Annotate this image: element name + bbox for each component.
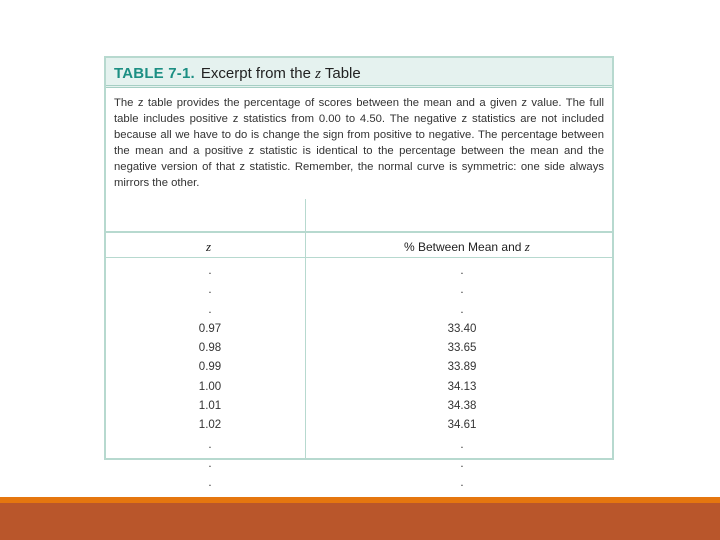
cell-z: . xyxy=(208,284,212,297)
table-row xyxy=(106,456,612,475)
table-row xyxy=(106,398,612,417)
cell-z: 0.97 xyxy=(198,322,222,335)
table-title-after: Table xyxy=(320,65,361,82)
table-title-z: z xyxy=(315,66,321,82)
footer-band xyxy=(0,503,720,540)
cell-z: 1.00 xyxy=(198,380,222,393)
cell-z: . xyxy=(208,477,212,490)
cell-percent: . xyxy=(460,284,464,297)
cell-z: . xyxy=(208,265,212,277)
table-row xyxy=(106,302,612,321)
cell-percent: . xyxy=(460,457,464,470)
cell-percent: 33.65 xyxy=(447,342,477,355)
cell-percent: 33.40 xyxy=(447,322,477,335)
table-row xyxy=(106,437,612,456)
table-row xyxy=(106,321,612,340)
table-row xyxy=(106,282,612,301)
header-divider xyxy=(106,257,612,258)
cell-percent: 34.13 xyxy=(447,380,477,393)
column-header-z xyxy=(206,239,211,255)
table-title-before: Excerpt from the xyxy=(200,65,316,82)
cell-z: 1.02 xyxy=(198,419,222,432)
cell-z: . xyxy=(208,303,212,316)
table-body xyxy=(106,263,612,495)
table-row xyxy=(106,263,612,282)
cell-z: 0.98 xyxy=(198,342,222,355)
table-row xyxy=(106,417,612,436)
table-row xyxy=(106,379,612,398)
column-header-percent-z: z xyxy=(524,239,530,254)
table-row xyxy=(106,475,612,494)
table-caption: The z table provides the percentage of scores between the mean and a given z value. The full table includes positive z statistics from 0.00 to 4.50. The negative z statistics are not included because all we have to do is change the sign from positive to negative. The percentage between the mean and a positive z statistic is identical to the percentage between the mean and the negative version of that z statistic. Remember, the normal curve is symmetric: one side always mirrors the other. xyxy=(114,97,604,190)
cell-percent: . xyxy=(460,303,464,316)
z-table-card xyxy=(104,56,614,490)
column-header-z-text: z xyxy=(206,239,212,254)
cell-z: 0.99 xyxy=(198,361,222,374)
cell-percent: . xyxy=(460,265,464,277)
table-label: TABLE 7-1. xyxy=(114,65,195,82)
cell-z: . xyxy=(208,438,212,451)
cell-percent: 34.61 xyxy=(447,419,477,432)
cell-percent: . xyxy=(460,477,464,490)
table-row xyxy=(106,340,612,359)
table-title xyxy=(201,65,361,82)
cell-percent: 33.89 xyxy=(447,361,477,374)
cell-percent: 34.38 xyxy=(447,400,477,413)
cell-z: . xyxy=(208,457,212,470)
cell-percent: . xyxy=(460,438,464,451)
caption-divider xyxy=(106,231,612,233)
table-row xyxy=(106,359,612,378)
column-header-percent xyxy=(404,239,530,255)
cell-z: 1.01 xyxy=(198,400,222,413)
table-title-bar xyxy=(106,58,612,88)
column-header-percent-text: % Between Mean and xyxy=(404,240,525,254)
